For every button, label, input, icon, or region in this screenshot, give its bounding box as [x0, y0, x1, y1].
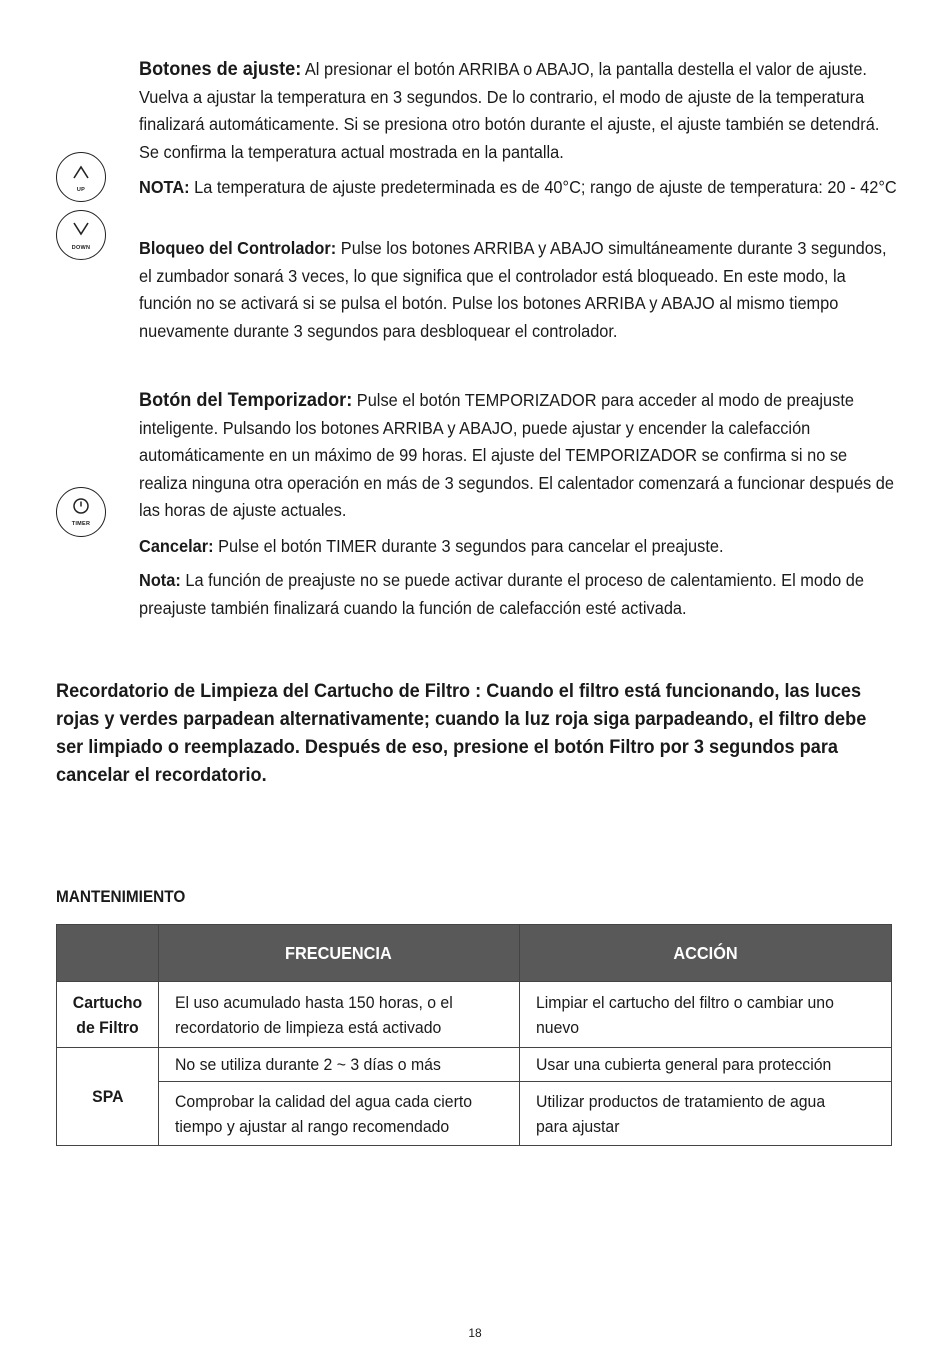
- timer-button-title: Botón del Temporizador:: [139, 389, 353, 411]
- table-header-empty: [57, 925, 159, 982]
- table-header-row: [57, 925, 892, 982]
- timer-note-paragraph: [139, 567, 897, 622]
- chevron-down-icon: [73, 222, 89, 236]
- note-paragraph: [139, 174, 897, 202]
- table-row-item: SPA: [57, 1048, 159, 1146]
- adjust-buttons-paragraph: [139, 56, 897, 166]
- table-header-frequency: FRECUENCIA: [158, 925, 519, 982]
- maintenance-table: [56, 924, 892, 1146]
- down-label: DOWN: [71, 245, 91, 251]
- maintenance-title: MANTENIMIENTO: [56, 888, 186, 906]
- down-button-icon: [56, 210, 106, 260]
- cancel-text: Pulse el botón TIMER durante 3 segundos para cancelar el preajuste.: [213, 536, 724, 556]
- note-text: La temperatura de ajuste predeterminada es de 40°C; rango de ajuste de temperatura: 20 - 42°C: [189, 177, 897, 197]
- table-row-action: Utilizar productos de tratamiento de agua para ajustar: [519, 1082, 892, 1146]
- adjust-buttons-title: Botones de ajuste:: [139, 58, 302, 80]
- up-label: UP: [76, 187, 86, 193]
- power-icon: [72, 497, 90, 515]
- cancel-paragraph: [139, 533, 897, 561]
- adjust-buttons-text: Al presionar el botón ARRIBA o ABAJO, la pantalla destella el valor de ajuste. Vuelva a ajustar la temperatura en 3 segundos. De lo contrario, el modo de ajuste de la temperatura finalizará automáticamente. Si se presiona otro botón durante el ajuste, el ajuste también se detendrá. Se confirma la temperatura actual mostrada en la pantalla.: [139, 59, 880, 162]
- timer-label: TIMER: [71, 521, 91, 527]
- up-button-icon: [56, 152, 106, 202]
- table-row-action: Usar una cubierta general para protección: [519, 1048, 892, 1082]
- timer-button-paragraph: [139, 387, 897, 525]
- controller-lock-title: Bloqueo del Controlador:: [139, 238, 337, 258]
- note-title: NOTA:: [139, 177, 190, 197]
- controller-lock-paragraph: [139, 235, 897, 345]
- table-row-frequency: No se utiliza durante 2 ~ 3 días o más: [158, 1048, 519, 1082]
- filter-reminder-paragraph: Recordatorio de Limpieza del Cartucho de Filtro : Cuando el filtro está funcionando, las luces rojas y verdes parpadean alternativamente; cuando la luz roja siga parpadeando, el filtro debe ser limpiado o reemplazado. Después de eso, presione el botón Filtro por 3 segundos para cancelar el recordatorio.: [56, 680, 867, 786]
- table-row: [57, 1048, 892, 1082]
- timer-note-text: La función de preajuste no se puede activar durante el proceso de calentamiento. El modo de preajuste también finalizará cuando la función de calefacción esté activada.: [139, 570, 864, 618]
- controller-lock-text: Pulse los botones ARRIBA y ABAJO simultáneamente durante 3 segundos, el zumbador sonará 3 veces, lo que significa que el controlador está bloqueado. En este modo, la función no se activará si se pulsa el botón. Pulse los botones ARRIBA y ABAJO al mismo tiempo nuevamente durante 3 segundos para desbloquear el controlador.: [139, 238, 887, 341]
- table-row-frequency: Comprobar la calidad del agua cada cierto tiempo y ajustar al rango recomendado: [158, 1082, 519, 1146]
- table-row: [57, 1082, 892, 1146]
- table-row-action: Limpiar el cartucho del filtro o cambiar uno nuevo: [519, 982, 892, 1048]
- cancel-title: Cancelar:: [139, 536, 214, 556]
- table-header-action: ACCIÓN: [519, 925, 892, 982]
- chevron-up-icon: [73, 165, 89, 179]
- timer-button-icon: [56, 487, 106, 537]
- timer-note-title: Nota:: [139, 570, 181, 590]
- timer-button-text: Pulse el botón TEMPORIZADOR para acceder al modo de preajuste inteligente. Pulsando los botones ARRIBA y ABAJO, puede ajustar y encender la calefacción automáticamente en un máximo de 99 horas. El ajuste del TEMPORIZADOR se confirma si no se realiza ninguna otra operación en más de 3 segundos. El calentador comenzará a funcionar después de las horas de ajuste actuales.: [139, 390, 894, 520]
- table-row-item: Cartucho de Filtro: [57, 982, 159, 1048]
- table-row-frequency: El uso acumulado hasta 150 horas, o el recordatorio de limpieza está activado: [158, 982, 519, 1048]
- table-row: [57, 982, 892, 1048]
- page-number: 18: [468, 1326, 482, 1340]
